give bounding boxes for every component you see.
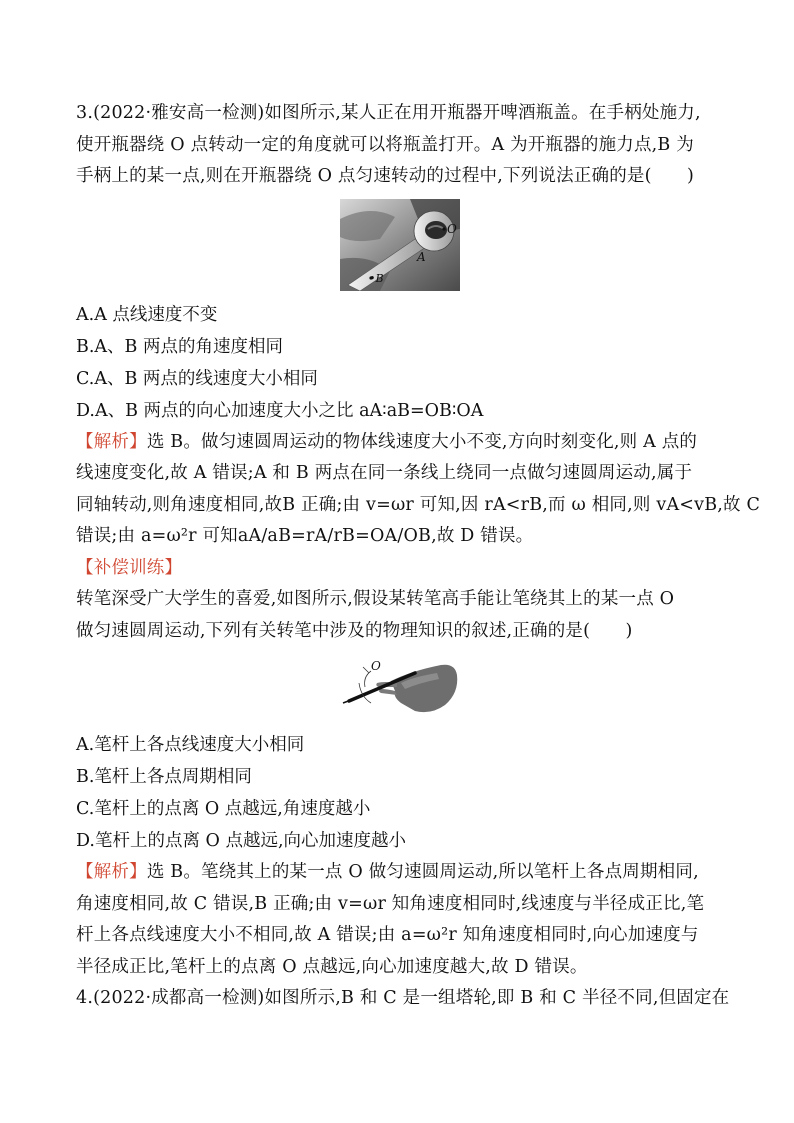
analysis-line-3: 同轴转动,则角速度相同,故B 正确;由 v=ωr 可知,因 rA<rB,而 ω 相同,则 vA<vB,故 C [76, 494, 761, 515]
question-3-options [76, 299, 724, 427]
supplement-line-1: 转笔深受广大学生的喜爱,如图所示,假设某转笔高手能让笔绕其上的某一点 O [76, 589, 675, 609]
point-o-marker [442, 227, 445, 230]
option-a: A.A 点线速度不变 [76, 304, 218, 325]
bottle-opener-figure [76, 199, 724, 291]
question-4 [76, 983, 730, 1015]
option-d: D.A、B 两点的向心加速度大小之比 aA∶aB=OB∶OA [76, 400, 484, 421]
supplement-options [76, 729, 724, 857]
analysis-tag: 【解析】 [76, 862, 147, 882]
option-a: A.笔杆上各点线速度大小相同 [76, 735, 305, 755]
option-c: C.笔杆上的点离 O 点越远,角速度越小 [76, 799, 371, 819]
pen-spinning-figure [76, 653, 724, 721]
supplement-analysis [76, 857, 724, 983]
document-page [76, 98, 761, 1015]
pen-spinning-image [341, 653, 459, 721]
question-3-line-3: 手柄上的某一点,则在开瓶器绕 O 点匀速转动的过程中,下列说法正确的是( ) [76, 166, 695, 186]
figure-label-b: •B [369, 271, 384, 285]
figure-label-o: O [371, 659, 381, 673]
bottle-opener-image [340, 199, 460, 291]
figure-label-o: O [447, 221, 457, 236]
analysis-line-4: 错误;由 a=ω²r 可知aA/aB=rA/rB=OA/OB,故 D 错误。 [76, 526, 534, 546]
option-c: C.A、B 两点的线速度大小相同 [76, 368, 318, 389]
supplement-question [76, 584, 724, 647]
analysis-line-2: 线速度变化,故 A 错误;A 和 B 两点在同一条线上绕同一点做匀速圆周运动,属于 [76, 463, 693, 483]
supplement-tag: 【补偿训练】 [76, 557, 183, 578]
question-3-analysis [76, 427, 761, 553]
question-3-line-1: 3.(2022·雅安高一检测)如图所示,某人正在用开瓶器开啤酒瓶盖。在手柄处施力, [76, 103, 701, 123]
question-4-line-1: 4.(2022·成都高一检测)如图所示,B 和 C 是一组塔轮,即 B 和 C 半径不同,但固定在 [76, 988, 730, 1008]
question-3-line-2: 使开瓶器绕 O 点转动一定的角度就可以将瓶盖打开。A 为开瓶器的施力点,B 为 [76, 134, 694, 155]
analysis-line-2: 角速度相同,故 C 错误,B 正确;由 v=ωr 知角速度相同时,线速度与半径成正比,笔 [76, 893, 705, 914]
option-d: D.笔杆上的点离 O 点越远,向心加速度越小 [76, 831, 407, 851]
analysis-line-4: 半径成正比,笔杆上的点离 O 点越远,向心加速度越大,故 D 错误。 [76, 956, 588, 977]
figure-label-a: A [417, 249, 426, 264]
question-3 [76, 98, 724, 193]
analysis-text: 选 B。笔绕其上的某一点 O 做匀速圆周运动,所以笔杆上各点周期相同, [146, 862, 699, 882]
analysis-text: 选 B。做匀速圆周运动的物体线速度大小不变,方向时刻变化,则 A 点的 [146, 431, 698, 452]
analysis-line-3: 杆上各点线速度大小不相同,故 A 错误;由 a=ω²r 知角速度相同时,向心加速度与 [76, 925, 699, 945]
analysis-tag: 【解析】 [76, 431, 147, 452]
analysis-line-1 [76, 427, 724, 459]
option-b: B.A、B 两点的角速度相同 [76, 336, 283, 357]
supplement-line-2: 做匀速圆周运动,下列有关转笔中涉及的物理知识的叙述,正确的是( ) [76, 620, 633, 641]
option-b: B.笔杆上各点周期相同 [76, 767, 252, 787]
analysis-line-1 [76, 857, 724, 889]
